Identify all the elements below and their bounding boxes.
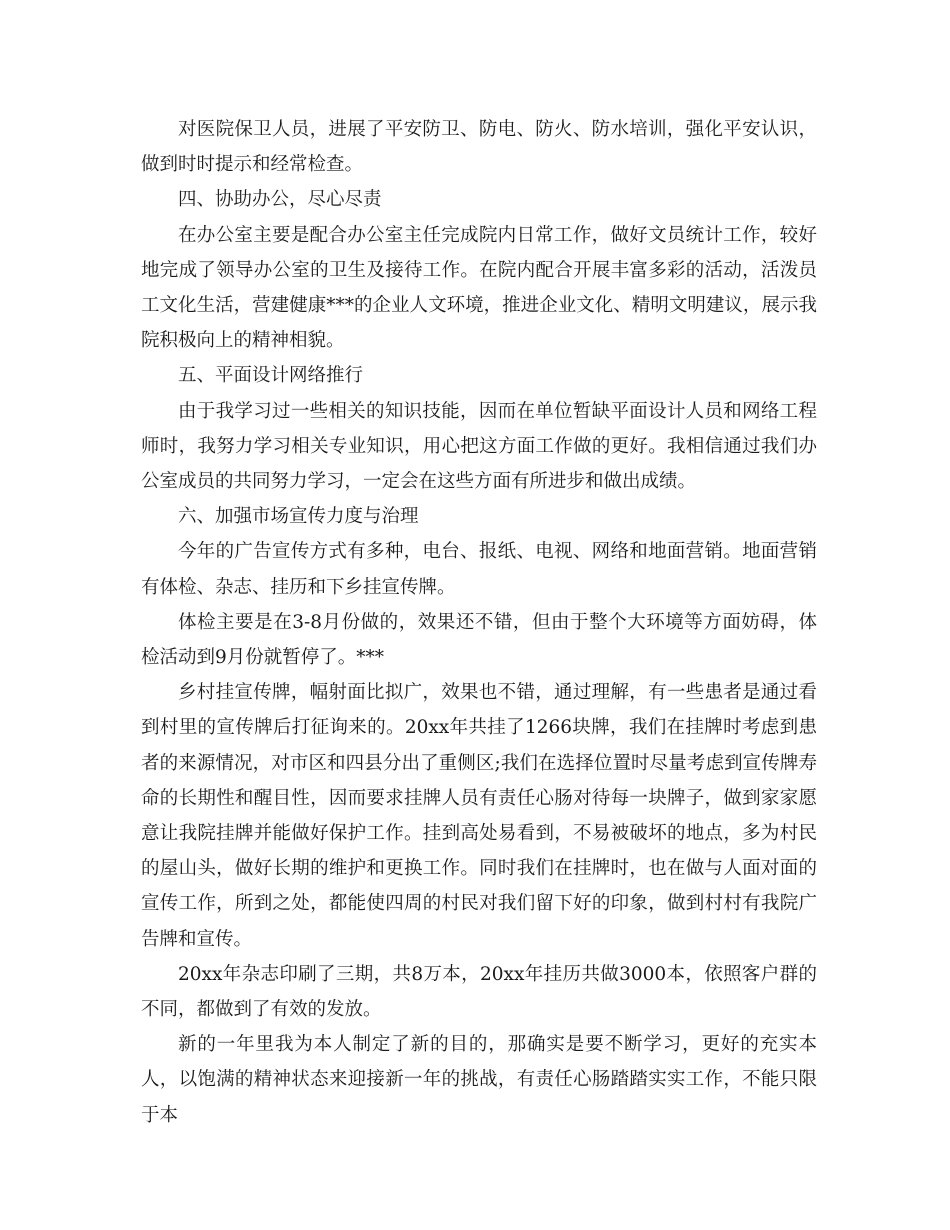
paragraph-magazine-calendar: 20xx年杂志印刷了三期，共8万本，20xx年挂历共做3000本，依照客户群的不同，都做到了有效的发放。 (141, 963, 817, 1021)
paragraph-security-training: 对医院保卫人员，进展了平安防卫、防电、防火、防水培训，强化平安认识，做到时时提示和经常检查。 (141, 119, 817, 176)
paragraph-village-signs: 乡村挂宣传牌，幅射面比拟广，效果也不错，通过理解，有一些患者是通过看到村里的宣传牌后打征询来的。20xx年共挂了1266块牌，我们在挂牌时考虑到患者的来源情况，对市区和四县分出了重侧区;我们在选择位置时尽量考虑到宣传牌寿命的长期性和醒目性，因而要求挂牌人员有责任心肠对待每一块牌子，做到家家愿意让我院挂牌并能做好保护工作。挂到高处易看到，不易被破坏的地点，多为村民的屋山头，做好长期的维护和更换工作。同时我们在挂牌时，也在做与人面对面的宣传工作，所到之处，都能使四周的村民对我们留下好的印象，做到村村有我院广告牌和宣传。 (141, 682, 817, 950)
paragraph-new-year-goals: 新的一年里我为本人制定了新的目的，那确实是要不断学习，更好的充实本人，以饱满的精神状态来迎接新一年的挑战，有责任心肠踏踏实实工作，不能只限于本 (141, 1034, 817, 1126)
paragraph-advertising-methods: 今年的广告宣传方式有多种，电台、报纸、电视、网络和地面营销。地面营销有体检、杂志、挂历和下乡挂宣传牌。 (141, 541, 817, 598)
paragraph-health-check: 体检主要是在3-8月份做的，效果还不错，但由于整个大环境等方面妨碍，体检活动到9月份就暂停了。*** (141, 611, 817, 669)
paragraph-office-work: 在办公室主要是配合办公室主任完成院内日常工作，做好文员统计工作，较好地完成了领导办公室的卫生及接待工作。在院内配合开展丰富多彩的活动，活泼员工文化生活，营建健康***的企业人文环境，推进企业文化、精明文明建议，展示我院积极向上的精神相貌。 (141, 224, 817, 352)
section-heading-graphic-design: 五、平面设计网络推行 (178, 365, 364, 387)
section-heading-marketing: 六、加强市场宣传力度与治理 (178, 506, 419, 528)
paragraph-design-study: 由于我学习过一些相关的知识技能，因而在单位暂缺平面设计人员和网络工程师时，我努力学习相关专业知识，用心把这方面工作做的更好。我相信通过我们办公室成员的共同努力学习，一定会在这些方面有所进步和做出成绩。 (141, 400, 817, 493)
document-body (141, 112, 817, 1133)
section-heading-office-assist: 四、协助办公，尽心尽责 (178, 189, 382, 211)
